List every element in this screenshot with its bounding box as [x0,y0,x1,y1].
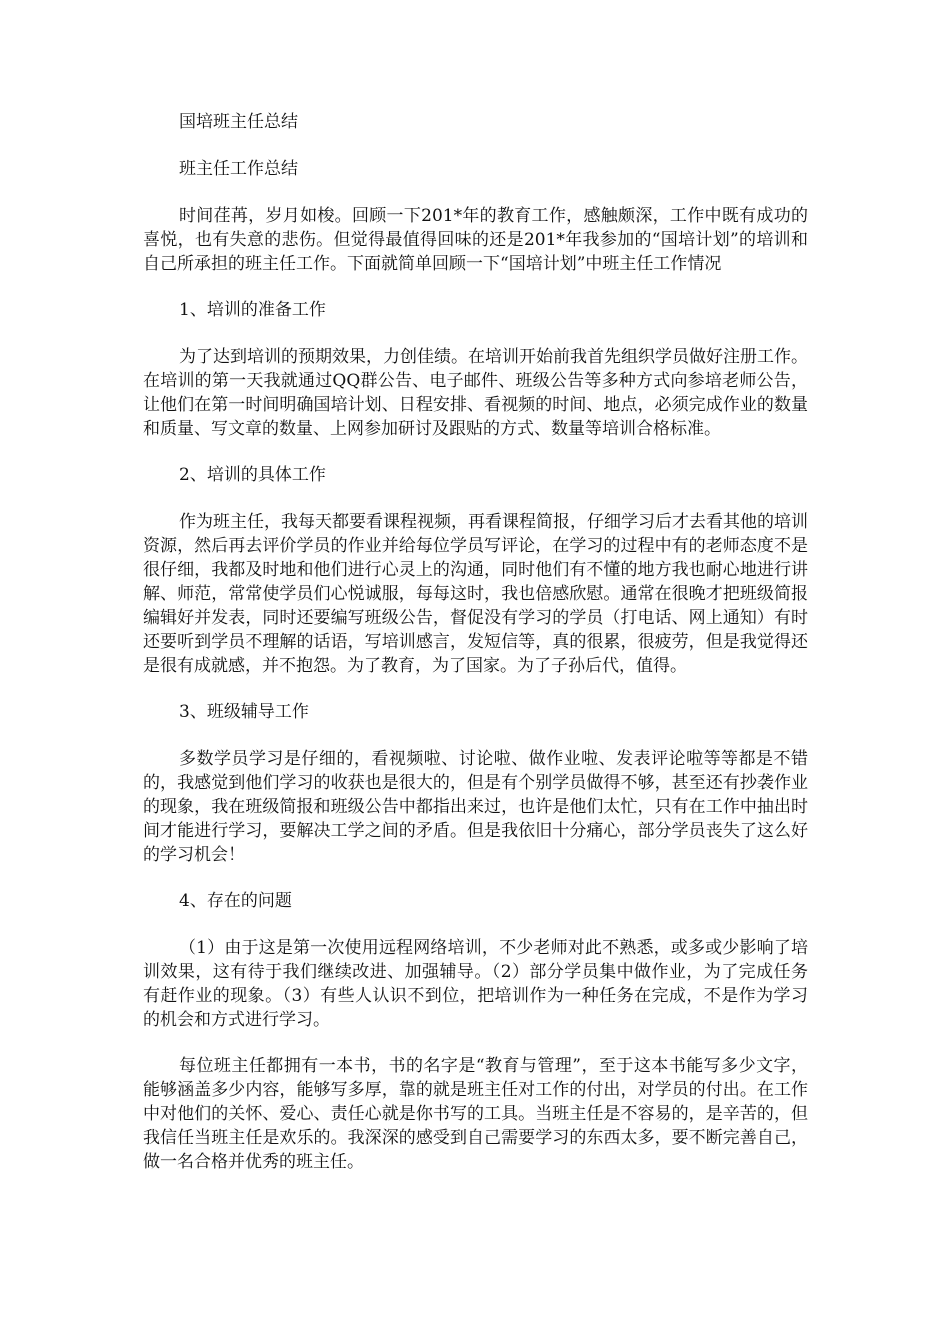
section-paragraph-1: 为了达到培训的预期效果，力创佳绩。在培训开始前我首先组织学员做好注册工作。在培训的第一天我就通过QQ群公告、电子邮件、班级公告等多种方式向参培老师公告，让他们在第一时间明确国培计划、日程安排、看视频的时间、地点，必须完成作业的数量和质量、写文章的数量、上网参加研讨及跟贴的方式、数量等培训合格标准。 [143,347,808,439]
section-paragraph-4: （1）由于这是第一次使用远程网络培训，不少老师对此不熟悉，或多或少影响了培训效果，这有待于我们继续改进、加强辅导。（2）部分学员集中做作业，为了完成任务有赶作业的现象。（3）有些人认识不到位，把培训作为一种任务在完成，不是作为学习的机会和方式进行学习。 [143,938,808,1030]
section-heading-1: 1、培训的准备工作 [179,300,326,320]
document-title: 国培班主任总结 [179,112,298,132]
document-subtitle: 班主任工作总结 [179,159,298,179]
section-heading-3: 3、班级辅导工作 [179,702,309,722]
section-heading-4: 4、存在的问题 [179,891,292,911]
section-paragraph-3: 多数学员学习是仔细的，看视频啦、讨论啦、做作业啦、发表评论啦等等都是不错的，我感觉到他们学习的收获也是很大的，但是有个别学员做得不够，甚至还有抄袭作业的现象，我在班级简报和班级公告中都指出来过，也许是他们太忙，只有在工作中抽出时间才能进行学习，要解决工学之间的矛盾。但是我依旧十分痛心，部分学员丧失了这么好的学习机会！ [143,749,808,865]
document-page [143,110,808,1196]
section-heading-2: 2、培训的具体工作 [179,465,326,485]
closing-paragraph: 每位班主任都拥有一本书，书的名字是“教育与管理”，至于这本书能写多少文字，能够涵盖多少内容，能够写多厚，靠的就是班主任对工作的付出，对学员的付出。在工作中对他们的关怀、爱心、责任心就是你书写的工具。当班主任是不容易的，是辛苦的，但我信任当班主任是欢乐的。我深深的感受到自己需要学习的东西太多，要不断完善自己，做一名合格并优秀的班主任。 [143,1056,808,1172]
section-paragraph-2: 作为班主任，我每天都要看课程视频，再看课程简报，仔细学习后才去看其他的培训资源，然后再去评价学员的作业并给每位学员写评论，在学习的过程中有的老师态度不是很仔细，我都及时地和他们进行心灵上的沟通，同时他们有不懂的地方我也耐心地进行讲解、师范，常常使学员们心悦诚服，每每这时，我也倍感欣慰。通常在很晚才把班级简报编辑好并发表，同时还要编写班级公告，督促没有学习的学员（打电话、网上通知）有时还要听到学员不理解的话语，写培训感言，发短信等，真的很累，很疲劳，但是我觉得还是很有成就感，并不抱怨。为了教育，为了国家。为了子孙后代，值得。 [143,512,808,676]
intro-paragraph: 时间荏苒，岁月如梭。回顾一下201*年的教育工作，感触颇深，工作中既有成功的喜悦，也有失意的悲伤。但觉得最值得回味的还是201*年我参加的“国培计划”的培训和自己所承担的班主任工作。下面就简单回顾一下“国培计划”中班主任工作情况 [143,206,808,274]
